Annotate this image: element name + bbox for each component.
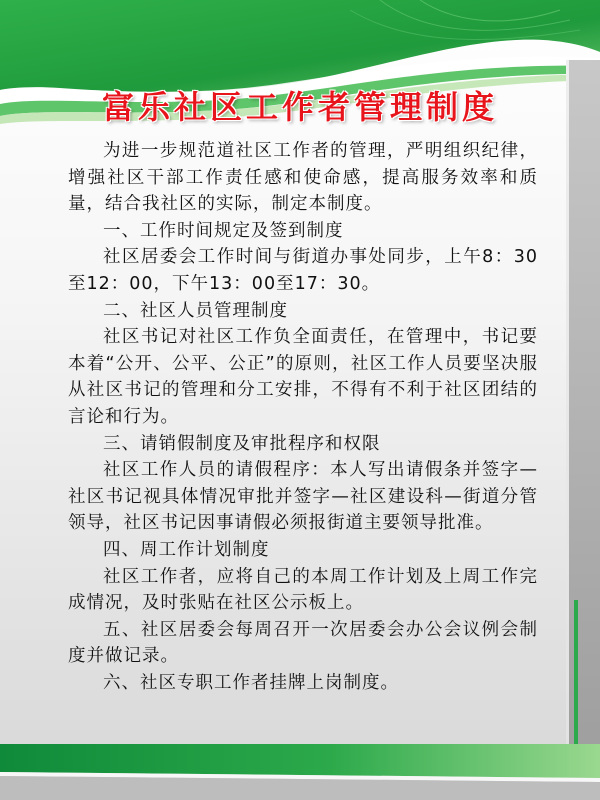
document-body (68, 138, 538, 696)
section-heading-3: 三、请销假制度及审批程序和权限 (103, 433, 381, 454)
bottom-green-band (0, 744, 600, 800)
section-body-3: 社区工作人员的请假程序：本人写出请假条并签字—社区书记视具体情况审批并签字—社区建设科—街道分管领导，社区书记因事请假必须报街道主要领导批准。 (68, 460, 538, 534)
section-body-4: 社区工作者，应将自己的本周工作计划及上周工作完成情况，及时张贴在社区公示板上。 (68, 566, 538, 614)
section-item-6: 六、社区专职工作者挂牌上岗制度。 (103, 672, 399, 693)
section-body-1: 社区居委会工作时间与街道办事处同步，上午8：30至12：00，下午13：00至17：30。 (68, 247, 538, 294)
section-heading-1: 一、工作时间规定及签到制度 (103, 220, 344, 241)
section-body-2: 社区书记对社区工作负全面责任，在管理中，书记要本着“公开、公平、公正”的原则，社区工作人员要坚决服从社区书记的管理和分工安排，不得有不利于社区团结的言论和行为。 (68, 327, 538, 427)
page-title: 富乐社区工作者管理制度 (101, 88, 498, 126)
section-item-5: 五、社区居委会每周召开一次居委会办公会议例会制度并做记录。 (68, 619, 538, 667)
section-heading-4: 四、周工作计划制度 (103, 539, 270, 560)
section-heading-2: 二、社区人员管理制度 (103, 300, 288, 321)
right-side-band (566, 60, 600, 800)
intro-paragraph: 为进一步规范道社区工作者的管理，严明组织纪律，增强社区干部工作责任感和使命感，提高服务效率和质量，结合我社区的实际，制定本制度。 (68, 141, 538, 215)
